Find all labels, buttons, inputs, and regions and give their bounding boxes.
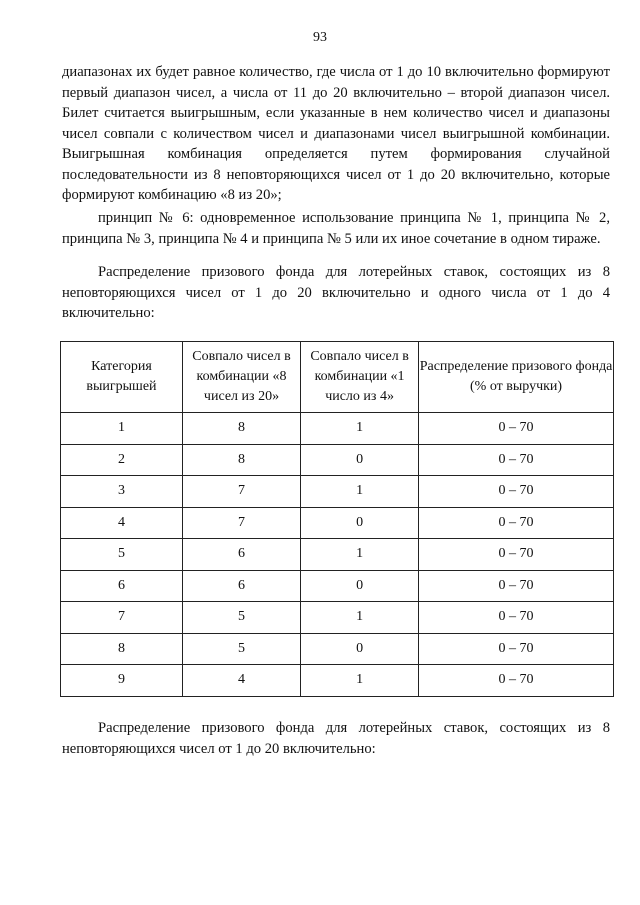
paragraph-principle-6 bbox=[62, 208, 610, 249]
page-number: 93 bbox=[313, 30, 327, 45]
cell-category: 2 bbox=[61, 444, 183, 476]
header-prize-distribution: Распределение призового фонда (% от выручки) bbox=[419, 342, 614, 413]
paragraph-distribution-second bbox=[62, 718, 610, 759]
cell-matched-8-of-20: 6 bbox=[182, 539, 300, 571]
cell-category: 9 bbox=[61, 665, 183, 697]
paragraph-ranges-description bbox=[62, 62, 610, 206]
paragraph-text: диапазонах их будет равное количество, где числа от 1 до 10 включительно формируют первый диапазон чисел, а числа от 11 до 20 включительно – второй диапазон чисел. Билет считается выигрышным, если указанные в нем количество чисел и диапазоны чисел совпали с количеством чисел и диапазонами чисел выигрышной комбинации. Выигрышная комбинация определяется путем формирования случайной последовательности из 8 неповторяющихся чисел от 1 до 20 включительно, которые формируют комбинацию «8 из 20»; bbox=[62, 64, 610, 203]
cell-matched-1-of-4: 1 bbox=[301, 602, 419, 634]
paragraph-distribution-intro bbox=[62, 262, 610, 324]
table-row bbox=[61, 444, 614, 476]
cell-prize-percent: 0 – 70 bbox=[419, 507, 614, 539]
cell-matched-8-of-20: 7 bbox=[182, 507, 300, 539]
table-row bbox=[61, 570, 614, 602]
cell-matched-1-of-4: 1 bbox=[301, 539, 419, 571]
table-row bbox=[61, 665, 614, 697]
cell-matched-8-of-20: 4 bbox=[182, 665, 300, 697]
table-row bbox=[61, 539, 614, 571]
cell-matched-8-of-20: 5 bbox=[182, 602, 300, 634]
cell-matched-1-of-4: 1 bbox=[301, 665, 419, 697]
table-row bbox=[61, 476, 614, 508]
cell-category: 5 bbox=[61, 539, 183, 571]
cell-matched-8-of-20: 8 bbox=[182, 413, 300, 445]
table-row bbox=[61, 507, 614, 539]
cell-matched-1-of-4: 1 bbox=[301, 413, 419, 445]
cell-prize-percent: 0 – 70 bbox=[419, 539, 614, 571]
table-row bbox=[61, 602, 614, 634]
cell-prize-percent: 0 – 70 bbox=[419, 476, 614, 508]
cell-prize-percent: 0 – 70 bbox=[419, 665, 614, 697]
table-header-row bbox=[61, 342, 614, 413]
cell-category: 6 bbox=[61, 570, 183, 602]
cell-prize-percent: 0 – 70 bbox=[419, 602, 614, 634]
prize-distribution-table bbox=[60, 341, 614, 697]
cell-prize-percent: 0 – 70 bbox=[419, 413, 614, 445]
cell-prize-percent: 0 – 70 bbox=[419, 444, 614, 476]
cell-matched-8-of-20: 5 bbox=[182, 633, 300, 665]
table-row bbox=[61, 633, 614, 665]
table-row bbox=[61, 413, 614, 445]
cell-category: 8 bbox=[61, 633, 183, 665]
header-category: Категория выигрышей bbox=[61, 342, 183, 413]
cell-category: 7 bbox=[61, 602, 183, 634]
cell-prize-percent: 0 – 70 bbox=[419, 633, 614, 665]
header-matched-8-of-20: Совпало чисел в комбинации «8 чисел из 20» bbox=[182, 342, 300, 413]
paragraph-text: Распределение призового фонда для лотерейных ставок, состоящих из 8 неповторяющихся чисел от 1 до 20 включительно: bbox=[62, 720, 610, 757]
paragraph-text: Распределение призового фонда для лотерейных ставок, состоящих из 8 неповторяющихся чисел от 1 до 20 включительно и одного числа от 1 до 4 включительно: bbox=[62, 264, 610, 321]
cell-prize-percent: 0 – 70 bbox=[419, 570, 614, 602]
cell-matched-8-of-20: 8 bbox=[182, 444, 300, 476]
cell-category: 1 bbox=[61, 413, 183, 445]
cell-matched-1-of-4: 0 bbox=[301, 570, 419, 602]
cell-matched-8-of-20: 7 bbox=[182, 476, 300, 508]
cell-category: 3 bbox=[61, 476, 183, 508]
cell-matched-1-of-4: 0 bbox=[301, 444, 419, 476]
header-matched-1-of-4: Совпало чисел в комбинации «1 число из 4» bbox=[301, 342, 419, 413]
cell-matched-8-of-20: 6 bbox=[182, 570, 300, 602]
paragraph-text: принцип № 6: одновременное использование принципа № 1, принципа № 2, принципа № 3, принципа № 4 и принципа № 5 или их иное сочетание в одном тираже. bbox=[62, 210, 610, 247]
cell-matched-1-of-4: 0 bbox=[301, 633, 419, 665]
cell-category: 4 bbox=[61, 507, 183, 539]
cell-matched-1-of-4: 0 bbox=[301, 507, 419, 539]
cell-matched-1-of-4: 1 bbox=[301, 476, 419, 508]
